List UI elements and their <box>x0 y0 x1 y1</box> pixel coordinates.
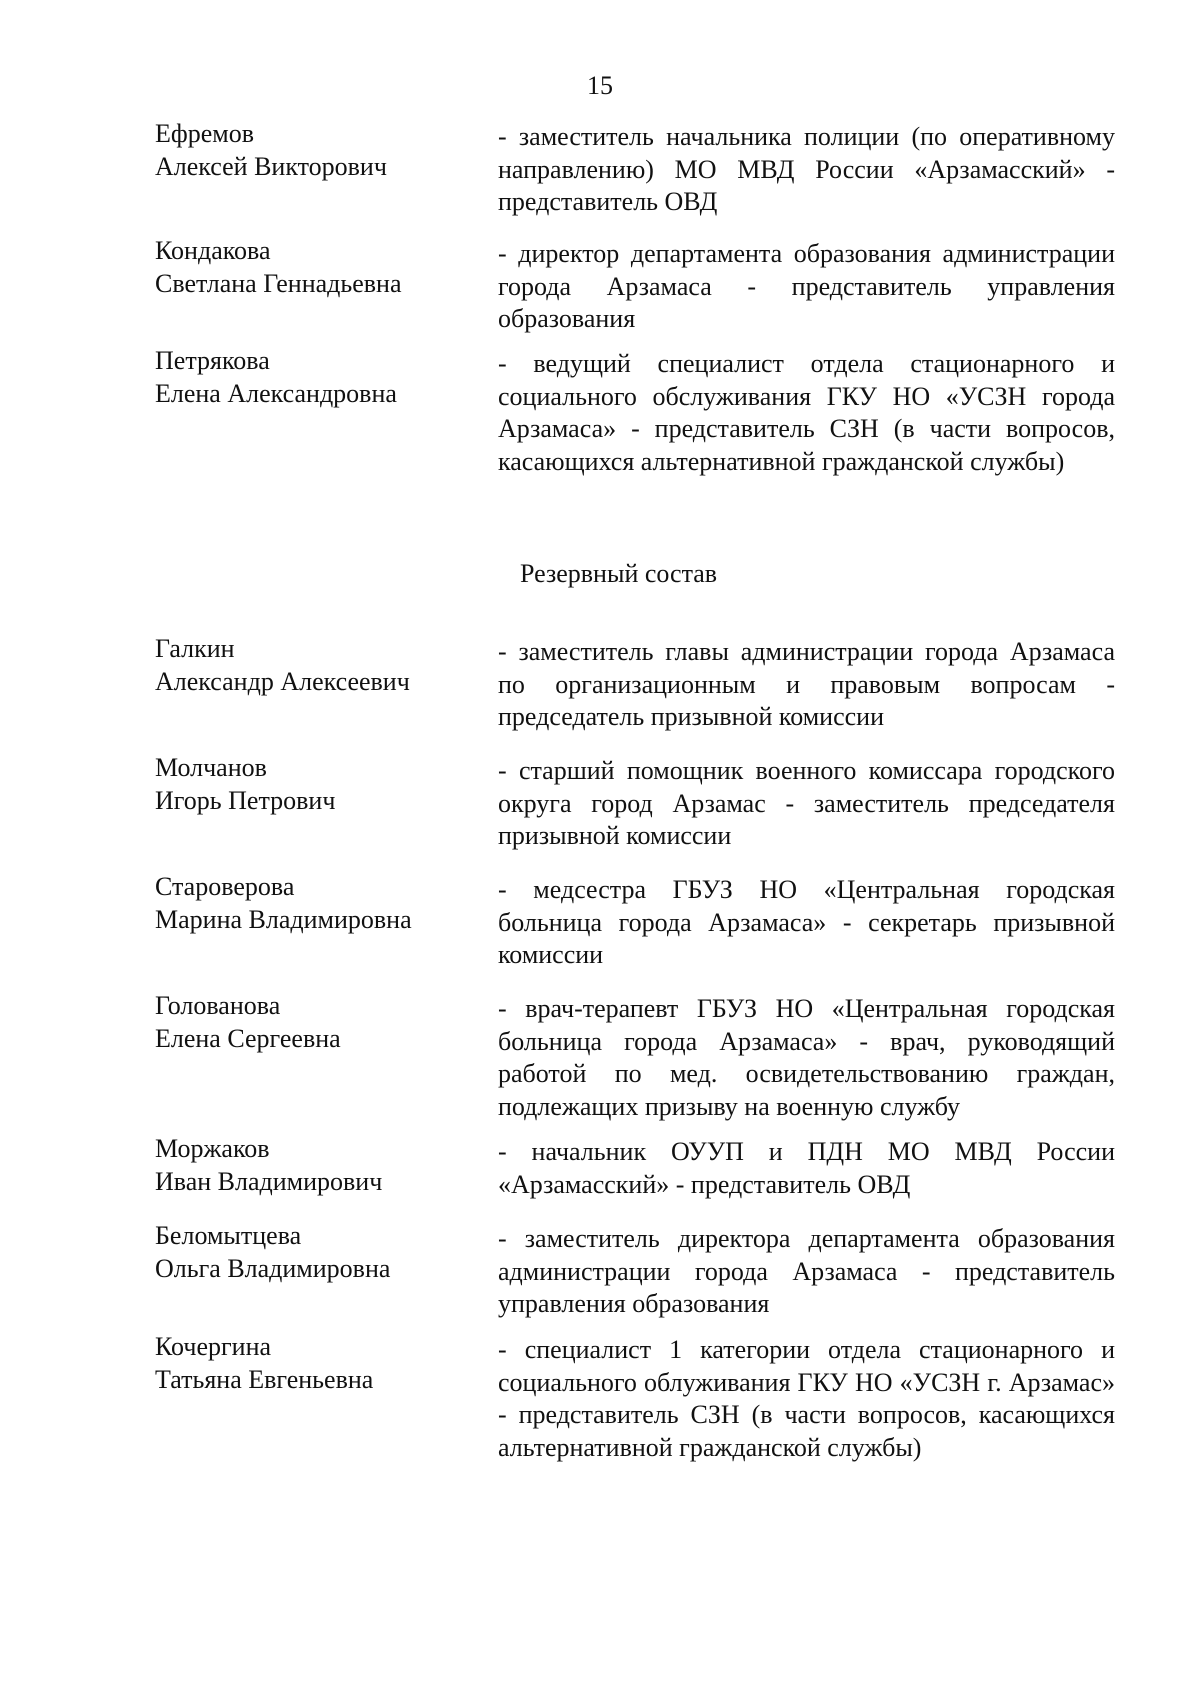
member-role: - ведущий специалист отдела стационарного и социального обслуживания ГКУ НО «УСЗН города Арзамаса» - представитель СЗН (в части вопросов, касающихся альтернативной гражданской службы) <box>498 349 1115 476</box>
member-surname: Ефремов <box>155 119 254 148</box>
member-given-names: Иван Владимирович <box>155 1166 383 1196</box>
member-given-names: Ольга Владимировна <box>155 1253 391 1283</box>
member-surname: Молчанов <box>155 753 267 782</box>
member-name <box>155 1220 485 1285</box>
member-given-names: Марина Владимировна <box>155 904 412 934</box>
member-given-names: Игорь Петрович <box>155 785 336 815</box>
member-role: - заместитель начальника полиции (по оперативному направлению) МО МВД России «Арзамасский» - представитель ОВД <box>498 122 1115 216</box>
member-name <box>155 990 485 1055</box>
member-name <box>155 1133 485 1198</box>
member-surname: Голованова <box>155 991 281 1020</box>
member-surname: Беломытцева <box>155 1221 302 1250</box>
member-name <box>155 633 485 698</box>
member-surname: Кочергина <box>155 1332 272 1361</box>
member-role: - заместитель главы администрации города Арзамаса по организационным и правовым вопросам - председатель призывной комиссии <box>498 637 1115 731</box>
member-surname: Галкин <box>155 634 235 663</box>
member-surname: Староверова <box>155 872 295 901</box>
member-surname: Кондакова <box>155 236 271 265</box>
member-surname: Моржаков <box>155 1134 270 1163</box>
member-name <box>155 118 485 183</box>
member-role: - старший помощник военного комиссара городского округа город Арзамас - заместитель председателя призывной комиссии <box>498 756 1115 850</box>
member-given-names: Светлана Геннадьевна <box>155 268 402 298</box>
member-role: - специалист 1 категории отдела стационарного и социального облуживания ГКУ НО «УСЗН г. Арзамас» - представитель СЗН (в части вопросов, касающихся альтернативной гражданской службы) <box>498 1335 1115 1462</box>
member-role: - врач-терапевт ГБУЗ НО «Центральная городская больница города Арзамаса» - врач, руководящий работой по мед. освидетельствованию граждан, подлежащих призыву на военную службу <box>498 994 1115 1121</box>
member-surname: Петрякова <box>155 346 270 375</box>
member-role: - медсестра ГБУЗ НО «Центральная городская больница города Арзамаса» - секретарь призывной комиссии <box>498 875 1115 969</box>
member-given-names: Алексей Викторович <box>155 151 387 181</box>
member-role: - директор департамента образования администрации города Арзамаса - представитель управления образования <box>498 239 1115 333</box>
page-number: 15 <box>587 71 613 100</box>
member-given-names: Елена Сергеевна <box>155 1023 341 1053</box>
reserve-section-title: Резервный состав <box>520 559 718 588</box>
member-given-names: Татьяна Евгеньевна <box>155 1364 374 1394</box>
member-name <box>155 1331 485 1396</box>
member-role: - заместитель директора департамента образования администрации города Арзамаса - представитель управления образования <box>498 1224 1115 1318</box>
member-role: - начальник ОУУП и ПДН МО МВД России «Арзамасский» - представитель ОВД <box>498 1137 1115 1199</box>
member-given-names: Александр Алексеевич <box>155 666 410 696</box>
member-name <box>155 752 485 817</box>
member-name <box>155 345 485 410</box>
member-name <box>155 871 485 936</box>
member-given-names: Елена Александровна <box>155 378 397 408</box>
member-name <box>155 235 485 300</box>
